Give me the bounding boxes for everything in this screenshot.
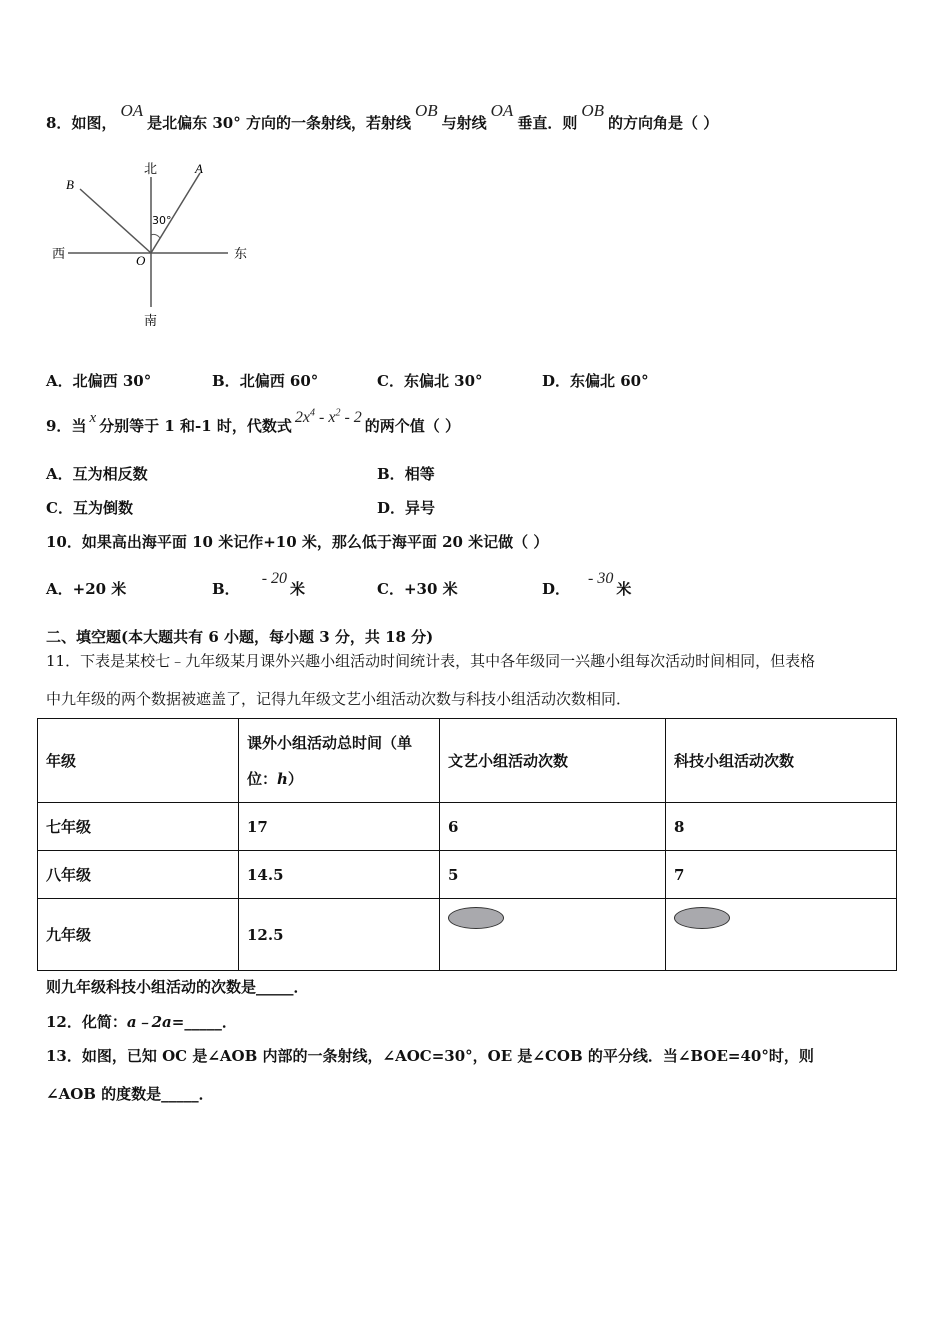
option-math: - 20 bbox=[261, 570, 288, 587]
section-heading: 二、填空题(本大题共有 6 小题，每小题 3 分，共 18 分) bbox=[46, 628, 434, 646]
table-header-row bbox=[38, 719, 897, 803]
q9-expression bbox=[295, 409, 362, 426]
option-text: +30 米 bbox=[403, 580, 458, 598]
header-total-time-part-3: ） bbox=[287, 769, 303, 788]
cell-arts-covered bbox=[440, 899, 666, 971]
ray-oa bbox=[151, 173, 200, 253]
cell-tech: 7 bbox=[666, 851, 897, 899]
cell-grade: 七年级 bbox=[38, 803, 239, 851]
q8-ray-oa: OA bbox=[120, 101, 144, 120]
q8-ray-ob: OB bbox=[414, 101, 438, 120]
header-total-time-part-1: 课外小组活动总时间（单 bbox=[247, 733, 413, 752]
q11-line-2: 中九年级的两个数据被遮盖了，记得九年级文艺小组活动次数与科技小组活动次数相同． bbox=[46, 690, 632, 708]
cell-tech-covered bbox=[666, 899, 897, 971]
option-label: D． bbox=[542, 580, 571, 598]
covered-ink-blot bbox=[674, 907, 730, 929]
cell-arts: 5 bbox=[440, 851, 666, 899]
covered-ink-blot bbox=[448, 907, 504, 929]
q10-option-d[interactable] bbox=[542, 570, 632, 599]
label-point-o: O bbox=[136, 253, 146, 268]
q8-ray-oa-2: OA bbox=[490, 101, 514, 120]
q8-stem bbox=[46, 101, 719, 133]
q12-prefix: 12．化简： bbox=[46, 1013, 127, 1031]
q9-number: 9． bbox=[46, 417, 72, 435]
table-row bbox=[38, 851, 897, 899]
option-text: 东偏北 60° bbox=[570, 372, 649, 390]
q8-text-3: 与射线 bbox=[441, 114, 487, 132]
label-angle: 30° bbox=[152, 214, 172, 227]
cell-arts: 6 bbox=[440, 803, 666, 851]
q10-stem: 10．如果高出海平面 10 米记作+10 米，那么低于海平面 20 米记做（ ） bbox=[46, 533, 549, 551]
label-west: 西 bbox=[52, 247, 66, 262]
cell-hours: 17 bbox=[239, 803, 440, 851]
label-south: 南 bbox=[144, 314, 158, 329]
table-row bbox=[38, 803, 897, 851]
header-grade: 年级 bbox=[38, 719, 239, 803]
q9-text-1: 当 bbox=[71, 417, 87, 435]
stats-table bbox=[37, 718, 897, 971]
q10-option-b[interactable] bbox=[212, 570, 306, 599]
option-math: - 30 bbox=[588, 570, 614, 587]
header-tech-count: 科技小组活动次数 bbox=[666, 719, 897, 803]
option-label: C． bbox=[46, 499, 73, 517]
q8-text-2: 是北偏东 30° 方向的一条射线，若射线 bbox=[147, 114, 411, 132]
q10-option-a[interactable] bbox=[46, 578, 126, 599]
q9-option-b[interactable] bbox=[377, 463, 435, 484]
option-label: A． bbox=[46, 580, 73, 598]
option-text: 异号 bbox=[405, 499, 436, 517]
q8-option-b[interactable] bbox=[212, 370, 318, 391]
header-total-time-part-2: 位： bbox=[247, 769, 278, 788]
q8-text-4: 垂直．则 bbox=[517, 114, 578, 132]
option-text: 东偏北 30° bbox=[403, 372, 483, 390]
option-unit: 米 bbox=[290, 580, 306, 598]
q8-text-5: 的方向角是（ ） bbox=[608, 114, 719, 132]
option-label: D． bbox=[377, 499, 406, 517]
q8-number: 8． bbox=[46, 114, 72, 132]
option-label: C． bbox=[377, 580, 404, 598]
q13-line-1: 13．如图，已知 OC 是∠AOB 内部的一条射线，∠AOC=30°，OE 是∠COB 的平分线．当∠BOE=40°时，则 bbox=[46, 1047, 814, 1065]
header-total-time-unit: h bbox=[277, 769, 288, 788]
header-arts-count: 文艺小组活动次数 bbox=[440, 719, 666, 803]
q8-option-d[interactable] bbox=[542, 370, 649, 391]
option-text: 北偏西 60° bbox=[239, 372, 319, 390]
expr-part-b: - x bbox=[315, 409, 336, 426]
cell-hours: 14.5 bbox=[239, 851, 440, 899]
option-label: C． bbox=[377, 372, 404, 390]
cell-grade: 八年级 bbox=[38, 851, 239, 899]
expr-part-c: - 2 bbox=[340, 409, 362, 426]
cell-grade: 九年级 bbox=[38, 899, 239, 971]
q8-direction-figure bbox=[48, 155, 258, 335]
cell-tech: 8 bbox=[666, 803, 897, 851]
option-label: B． bbox=[377, 465, 405, 483]
q9-stem bbox=[46, 407, 461, 436]
q9-option-d[interactable] bbox=[377, 497, 435, 518]
header-total-time bbox=[239, 719, 440, 803]
label-point-b: B bbox=[66, 177, 74, 192]
q12-expression: a﹣2a bbox=[126, 1013, 172, 1031]
expr-exponent-2: 2 bbox=[335, 407, 341, 419]
option-text: 北偏西 30° bbox=[72, 372, 152, 390]
q12-stem bbox=[46, 1011, 237, 1032]
q8-option-a[interactable] bbox=[46, 370, 151, 391]
option-text: 互为倒数 bbox=[72, 499, 133, 517]
option-label: B． bbox=[212, 580, 240, 598]
table-row bbox=[38, 899, 897, 971]
option-unit: 米 bbox=[616, 580, 632, 598]
ray-ob bbox=[80, 189, 151, 253]
label-north: 北 bbox=[144, 162, 158, 177]
option-text: 互为相反数 bbox=[72, 465, 148, 483]
q13-line-2: ∠AOB 的度数是_____． bbox=[46, 1085, 214, 1103]
option-label: B． bbox=[212, 372, 240, 390]
q12-suffix: =_____． bbox=[171, 1013, 237, 1031]
angle-arc bbox=[151, 234, 160, 238]
option-label: D． bbox=[542, 372, 571, 390]
label-east: 东 bbox=[234, 247, 248, 262]
q9-text-3: 的两个值（ ） bbox=[364, 417, 461, 435]
q9-text-2: 分别等于 1 和-1 时，代数式 bbox=[99, 417, 292, 435]
option-text: 相等 bbox=[404, 465, 435, 483]
cell-hours: 12.5 bbox=[239, 899, 440, 971]
option-text: +20 米 bbox=[72, 580, 127, 598]
q9-var-x: x bbox=[89, 410, 97, 426]
q9-option-c[interactable] bbox=[46, 497, 133, 518]
q8-ray-ob-2: OB bbox=[581, 101, 604, 120]
q9-option-a[interactable] bbox=[46, 463, 148, 484]
label-point-a: A bbox=[195, 161, 203, 176]
expr-part-a: 2x bbox=[294, 409, 311, 426]
q11-line-1: 11．下表是某校七﹣九年级某月课外兴趣小组活动时间统计表，其中各年级同一兴趣小组每次活动时间相同，但表格 bbox=[46, 652, 816, 670]
option-label: A． bbox=[46, 372, 73, 390]
q10-option-c[interactable] bbox=[377, 578, 458, 599]
q8-option-c[interactable] bbox=[377, 370, 483, 391]
expr-exponent-4: 4 bbox=[310, 407, 316, 419]
q11-question: 则九年级科技小组活动的次数是_____． bbox=[46, 978, 309, 996]
option-label: A． bbox=[46, 465, 73, 483]
q8-text-1: 如图， bbox=[71, 114, 117, 132]
